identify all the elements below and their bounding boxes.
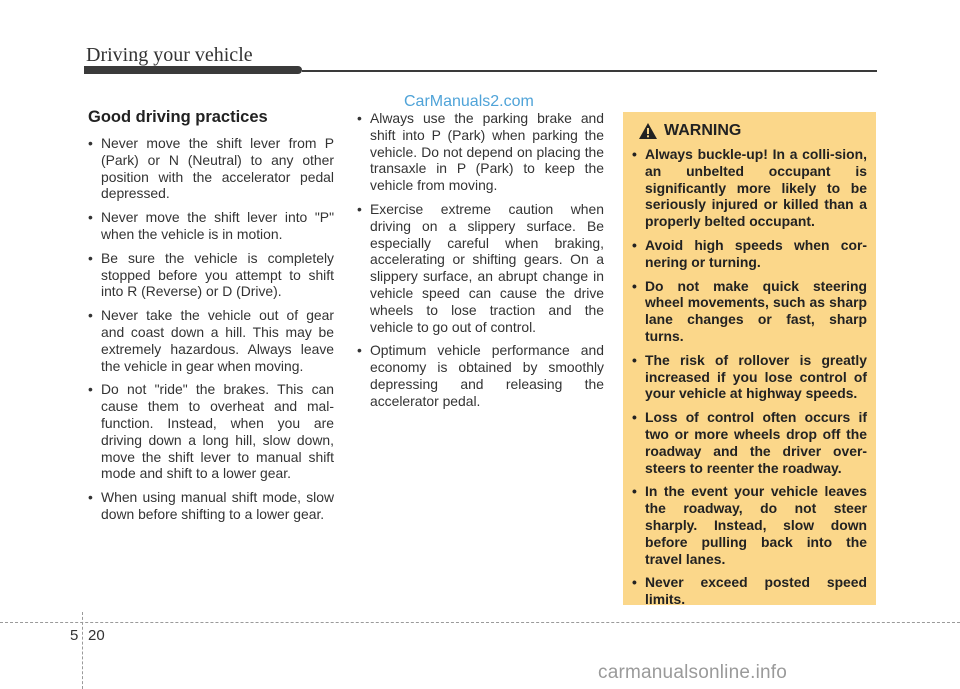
section-title: Good driving practices	[88, 108, 268, 126]
column-middle	[357, 110, 604, 417]
list-item: • Exercise extreme caution when driving on a slippery surface. Be especially careful when braking, accelerating or shifting gears. On a slippery surface, an abrupt change in vehicle speed can cause the drive wheels to lose traction and the vehicle to go out of control.	[357, 201, 604, 335]
warning-title: WARNING	[664, 122, 742, 139]
warning-item: • Never exceed posted speed limits.	[632, 574, 867, 608]
practices-list-left	[88, 135, 334, 523]
footer-divider	[0, 622, 960, 623]
watermark-top[interactable]: CarManuals2.com	[404, 93, 534, 110]
header-rule	[302, 70, 877, 72]
warning-triangle-icon	[638, 122, 658, 140]
column-left	[88, 108, 334, 530]
warning-list	[632, 146, 867, 608]
chapter-number: 5	[70, 627, 79, 644]
warning-header	[632, 122, 867, 140]
footer-vertical-divider	[82, 612, 83, 689]
list-item: • Never take the vehicle out of gear and coast down a hill. This may be extremely hazardous. Always leave the vehicle in gear when moving.	[88, 307, 334, 374]
list-item: • Never move the shift lever into "P" when the vehicle is in motion.	[88, 209, 334, 243]
list-item: • Be sure the vehicle is completely stopped before you attempt to shift into R (Reverse) or D (Drive).	[88, 250, 334, 300]
practices-list-right	[357, 110, 604, 410]
list-item: • Always use the parking brake and shift into P (Park) when parking the vehicle. Do not depend on placing the transaxle in P (Park) to keep the vehicle from moving.	[357, 110, 604, 194]
list-item: • Optimum vehicle performance and economy is obtained by smoothly depressing and releasing the accelerator pedal.	[357, 342, 604, 409]
warning-item: • Avoid high speeds when cor-nering or turning.	[632, 237, 867, 271]
header-bar	[84, 66, 302, 74]
warning-box	[623, 112, 876, 608]
header-title: Driving your vehicle	[86, 44, 253, 66]
list-item: • When using manual shift mode, slow down before shifting to a lower gear.	[88, 489, 334, 523]
list-item: • Do not "ride" the brakes. This can cause them to overheat and mal-function. Instead, when you are driving down a long hill, slow down, move the shift lever to manual shift mode and shift to a lower gear.	[88, 381, 334, 482]
list-item: • Never move the shift lever from P (Park) or N (Neutral) to any other position with the accelerator pedal depressed.	[88, 135, 334, 202]
warning-item: • In the event your vehicle leaves the roadway, do not steer sharply. Instead, slow down before pulling back into the travel lanes.	[632, 483, 867, 567]
page-number: 20	[88, 627, 105, 644]
warning-item: • Do not make quick steering wheel movements, such as sharp lane changes or fast, sharp turns.	[632, 278, 867, 345]
watermark-bottom[interactable]: carmanualsonline.info	[598, 662, 788, 683]
warning-item: • The risk of rollover is greatly increased if you lose control of your vehicle at highway speeds.	[632, 352, 867, 402]
warning-item: • Always buckle-up! In a colli-sion, an unbelted occupant is significantly more likely to be seriously injured or killed than a properly belted occupant.	[632, 146, 867, 230]
warning-item: • Loss of control often occurs if two or more wheels drop off the roadway and the driver over-steers to reenter the roadway.	[632, 409, 867, 476]
